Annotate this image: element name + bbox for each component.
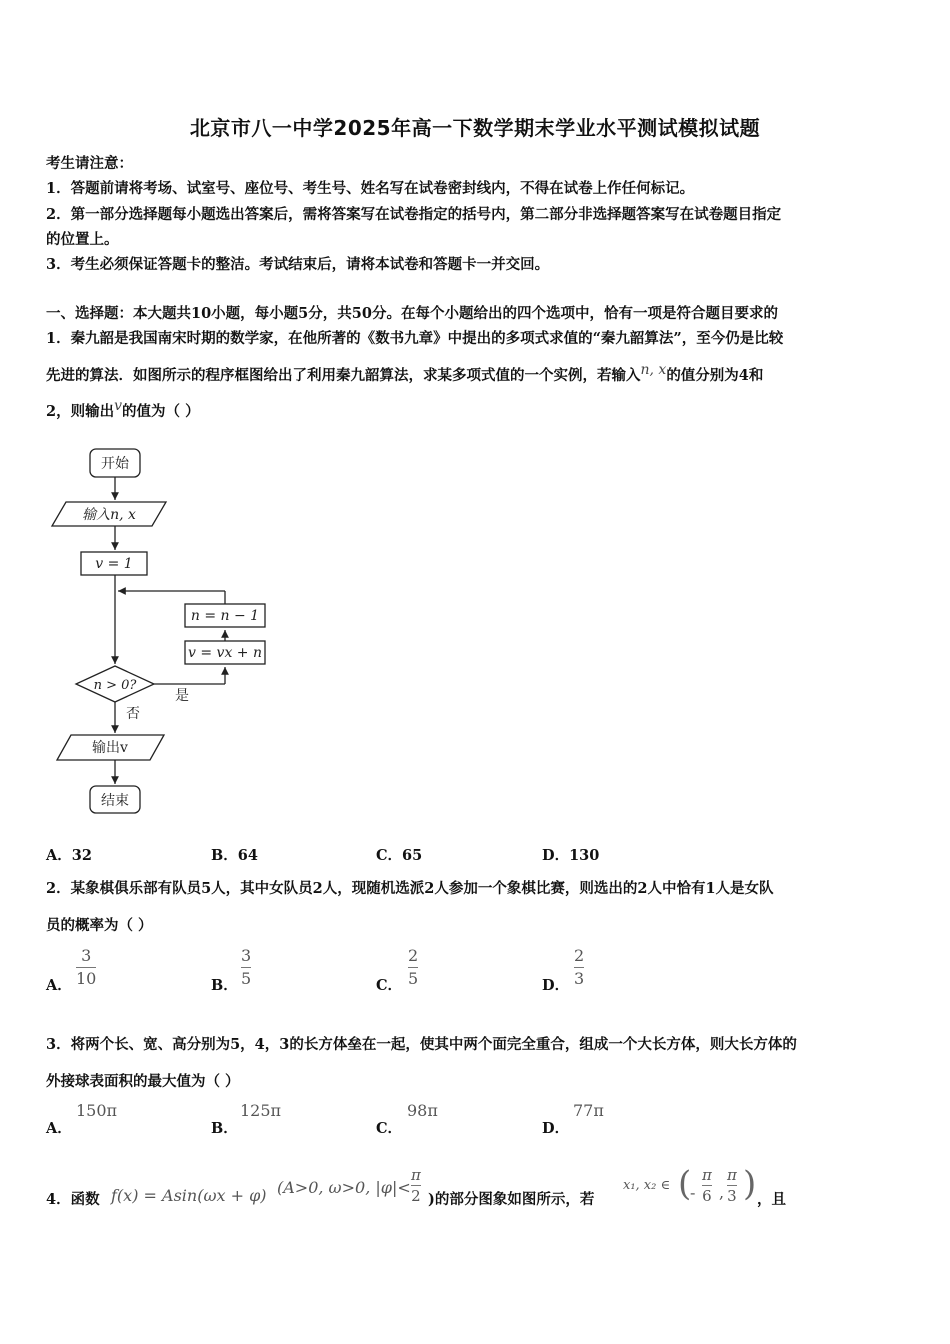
flow-end-label: 结束 [101, 793, 129, 809]
flow-yes-label: 是 [175, 688, 189, 704]
fraction-bar [76, 967, 96, 968]
q1-option-a-value: 32 [71, 847, 92, 864]
q4-left-paren: ( [678, 1164, 692, 1204]
q4-set-fraction-a [702, 1166, 712, 1205]
notice-heading: 考生请注意： [46, 155, 133, 172]
q2-option-b-label[interactable]: B． [211, 977, 238, 994]
fraction-bar [241, 967, 251, 968]
q1-text-line2-b: 的值分别为4和 [666, 367, 764, 384]
q2-d-num: 2 [574, 946, 585, 965]
q1-option-d-value: 130 [569, 847, 600, 864]
q1-option-c-value: 65 [402, 847, 423, 864]
q1-flowchart [46, 440, 286, 820]
q2-b-den: 5 [241, 969, 252, 988]
q1-option-a[interactable] [46, 844, 92, 865]
fraction-bar [411, 1185, 421, 1186]
fraction-bar [408, 967, 418, 968]
q1-var-nx: n, x [640, 362, 667, 378]
q2-option-d-fraction [574, 946, 584, 989]
q1-text-line1: 1．秦九韶是我国南宋时期的数学家，在他所著的《数书九章》中提出的多项式求值的“秦九韶算法”，至今仍是比较 [46, 330, 784, 347]
q4-condition: (A>0, ω>0, |φ|< [277, 1178, 411, 1197]
q3-option-c-label[interactable]: C． [376, 1120, 403, 1137]
q4-right-paren: ) [743, 1164, 757, 1204]
q1-text-line2 [46, 364, 763, 385]
q1-text-line3 [46, 400, 200, 421]
q3-text-line2: 外接球表面积的最大值为（ ） [46, 1073, 240, 1090]
q2-option-c-label[interactable]: C． [376, 977, 403, 994]
q2-c-den: 5 [408, 969, 419, 988]
q4-set-a-num: π [702, 1166, 712, 1184]
q1-option-d-label: D． [542, 847, 570, 864]
q4-suffix: ，且 [757, 1191, 786, 1208]
flow-no-label: 否 [126, 706, 140, 722]
q2-d-den: 3 [574, 969, 585, 988]
q4-prefix: 4．函数 [46, 1191, 100, 1208]
section-heading: 一、选择题：本大题共10小题，每小题5分，共50分。在每个小题给出的四个选项中，恰有一项是符合题目要求的 [46, 305, 778, 322]
notice-item-3: 3．考生必须保证答题卡的整洁。考试结束后，请将本试卷和答题卡一并交回。 [46, 256, 550, 273]
flow-dec-label: n = n − 1 [190, 608, 260, 624]
q1-option-d[interactable] [542, 844, 599, 865]
q2-a-den: 10 [76, 969, 97, 988]
q3-option-b-value: 125π [240, 1101, 282, 1120]
q2-option-b-fraction [241, 946, 251, 989]
q3-option-b-label[interactable]: B． [211, 1120, 238, 1137]
q1-option-c-label: C． [376, 847, 403, 864]
q1-text-line3-b: 的值为（ ） [122, 403, 200, 420]
q4-set-fraction-b [727, 1166, 737, 1205]
notice-item-2: 2．第一部分选择题每小题选出答案后，需将答案写在试卷指定的括号内，第二部分非选择题答案写在试卷题目指定 [46, 206, 782, 223]
q4-set-b-den: 3 [727, 1187, 737, 1205]
q4-minus-sign: - [690, 1183, 696, 1202]
q4-cond-den: 2 [411, 1187, 421, 1205]
q1-text-line2-a: 先进的算法．如图所示的程序框图给出了利用秦九韶算法，求某多项式值的一个实例，若输入 [46, 367, 641, 384]
q4-cond-num: π [411, 1166, 421, 1184]
q2-a-num: 3 [81, 946, 92, 965]
q2-text-line1: 2．某象棋俱乐部有队员5人，其中女队员2人，现随机选派2人参加一个象棋比赛，则选出的2人中恰有1人是女队 [46, 880, 774, 897]
q1-var-v: v [114, 398, 123, 414]
q3-option-d-value: 77π [573, 1101, 604, 1120]
q1-option-a-label: A． [46, 847, 72, 864]
q3-option-a-value: 150π [76, 1101, 118, 1120]
fraction-bar [702, 1185, 712, 1186]
fraction-bar [727, 1185, 737, 1186]
q1-option-b-label: B． [211, 847, 238, 864]
q1-option-c[interactable] [376, 844, 422, 865]
notice-item-2-cont: 的位置上。 [46, 231, 119, 248]
q4-mid-text: )的部分图象如图所示，若 [428, 1191, 595, 1208]
notice-item-1: 1．答题前请将考场、试室号、座位号、考生号、姓名写在试卷密封线内，不得在试卷上作任何标记。 [46, 180, 695, 197]
flow-init-label: v = 1 [95, 556, 133, 572]
q4-set-b-num: π [727, 1166, 737, 1184]
q1-option-b-value: 64 [237, 847, 258, 864]
q4-condition-fraction [411, 1166, 421, 1205]
q1-text-line3-a: 2，则输出 [46, 403, 115, 420]
q2-option-c-fraction [408, 946, 418, 989]
q3-option-c-value: 98π [407, 1101, 438, 1120]
flow-start-label: 开始 [101, 456, 129, 472]
q2-text-line2: 员的概率为（ ） [46, 917, 153, 934]
q1-option-b[interactable] [211, 844, 258, 865]
q3-option-d-label[interactable]: D． [542, 1120, 570, 1137]
flow-output-label: 输出v [92, 740, 128, 756]
fraction-bar [574, 967, 584, 968]
q4-set-vars: x₁, x₂ ∈ [623, 1178, 671, 1193]
q4-function: f(x) = Asin(ωx + φ) [111, 1186, 267, 1205]
q3-option-a-label[interactable]: A． [46, 1120, 72, 1137]
q2-c-num: 2 [408, 946, 419, 965]
q2-option-d-label[interactable]: D． [542, 977, 570, 994]
q2-option-a-fraction [76, 946, 96, 989]
q2-b-num: 3 [241, 946, 252, 965]
q3-text-line1: 3．将两个长、宽、高分别为5，4，3的长方体垒在一起，使其中两个面完全重合，组成一个大长方体，则大长方体的 [46, 1036, 797, 1053]
q4-comma: , [719, 1183, 725, 1202]
flow-cond-label: n > 0? [93, 678, 137, 693]
page-title: 北京市八一中学2025年高一下数学期末学业水平测试模拟试题 [189, 116, 761, 140]
q4-set-a-den: 6 [702, 1187, 712, 1205]
q2-option-a-label[interactable]: A． [46, 977, 72, 994]
flow-input-label: 输入n, x [82, 507, 136, 523]
flow-update-label: v = vx + n [188, 645, 262, 661]
